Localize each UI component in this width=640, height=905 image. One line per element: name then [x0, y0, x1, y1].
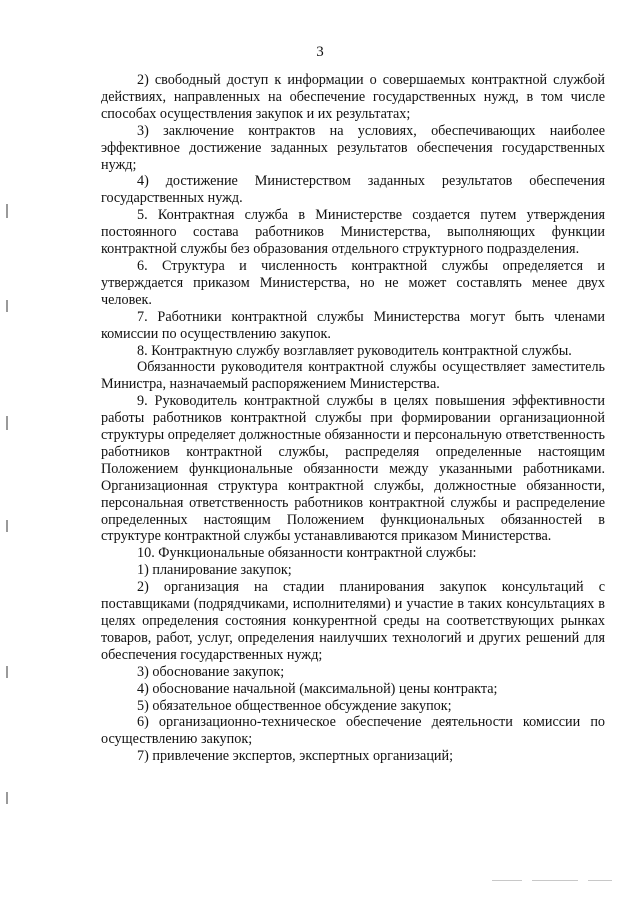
- scan-edge-mark: [6, 416, 8, 430]
- paragraph: 2) организация на стадии планирования закупок консультаций с поставщиками (подрядчиками, исполнителями) и участие в таких консультациях в целях определения состояния конкурентной среды на соответствующих рынках товаров, работ, услуг, определения наилучших технологий и других решений для обеспечения государственных нужд;: [101, 579, 605, 663]
- paragraph: 8. Контрактную службу возглавляет руководитель контрактной службы.: [137, 342, 572, 359]
- scan-bottom-rule: [532, 880, 578, 881]
- paragraph: 5. Контрактная служба в Министерстве создается путем утверждения постоянного состава работников Министерства, выполняющих функции контрактной службы без образования отдельного структурного подразделения.: [101, 207, 605, 258]
- paragraph: 4) достижение Министерством заданных результатов обеспечения государственных нужд.: [101, 173, 605, 207]
- paragraph: 10. Функциональные обязанности контрактной службы:: [137, 545, 477, 562]
- paragraph: 6) организационно-техническое обеспечение деятельности комиссии по осуществлению закупок;: [101, 714, 605, 748]
- paragraph: 9. Руководитель контрактной службы в целях повышения эффективности работы работников контрактной службы при формировании организационной структуры определяет должностные обязанности и персональную ответственность работников контрактной службы, распределяя определенные настоящим Положением функциональные обязанности между указанными работниками. Организационная структура контрактной службы, должностные обязанности, персональная ответственность работников контрактной службы и распределение определенных настоящим Положением функциональных обязанностей в структуре контрактной службы устанавливаются приказом Министерства.: [101, 393, 605, 545]
- paragraph: 1) планирование закупок;: [137, 562, 292, 579]
- scan-edge-mark: [6, 666, 8, 678]
- scan-edge-mark: [6, 204, 8, 218]
- paragraph: 2) свободный доступ к информации о совершаемых контрактной службой действиях, направленных на обеспечение государственных нужд, в том числе способах осуществления закупок и их результатах;: [101, 72, 605, 122]
- paragraph: 7) привлечение экспертов, экспертных организаций;: [137, 748, 454, 765]
- paragraph: 6. Структура и численность контрактной службы определяется и утверждается приказом Министерства, но не может составлять менее двух человек.: [101, 257, 605, 308]
- scan-edge-mark: [6, 520, 8, 532]
- scan-bottom-rule: [492, 880, 522, 881]
- scan-edge-mark: [6, 792, 8, 804]
- scan-bottom-rule: [588, 880, 612, 881]
- paragraph: 3) заключение контрактов на условиях, обеспечивающих наиболее эффективное достижение заданных результатов обеспечения государственных нужд;: [101, 122, 605, 173]
- document-body: [101, 72, 605, 765]
- paragraph: 7. Работники контрактной службы Министерства могут быть членами комиссии по осуществлению закупок.: [101, 308, 605, 342]
- paragraph: 5) обязательное общественное обсуждение закупок;: [137, 697, 452, 714]
- page-number: 3: [316, 44, 324, 60]
- paragraph: 4) обоснование начальной (максимальной) цены контракта;: [137, 680, 498, 697]
- scan-edge-mark: [6, 300, 8, 312]
- paragraph: 3) обоснование закупок;: [137, 663, 285, 680]
- paragraph: Обязанности руководителя контрактной службы осуществляет заместитель Министра, назначаемый распоряжением Министерства.: [101, 359, 605, 393]
